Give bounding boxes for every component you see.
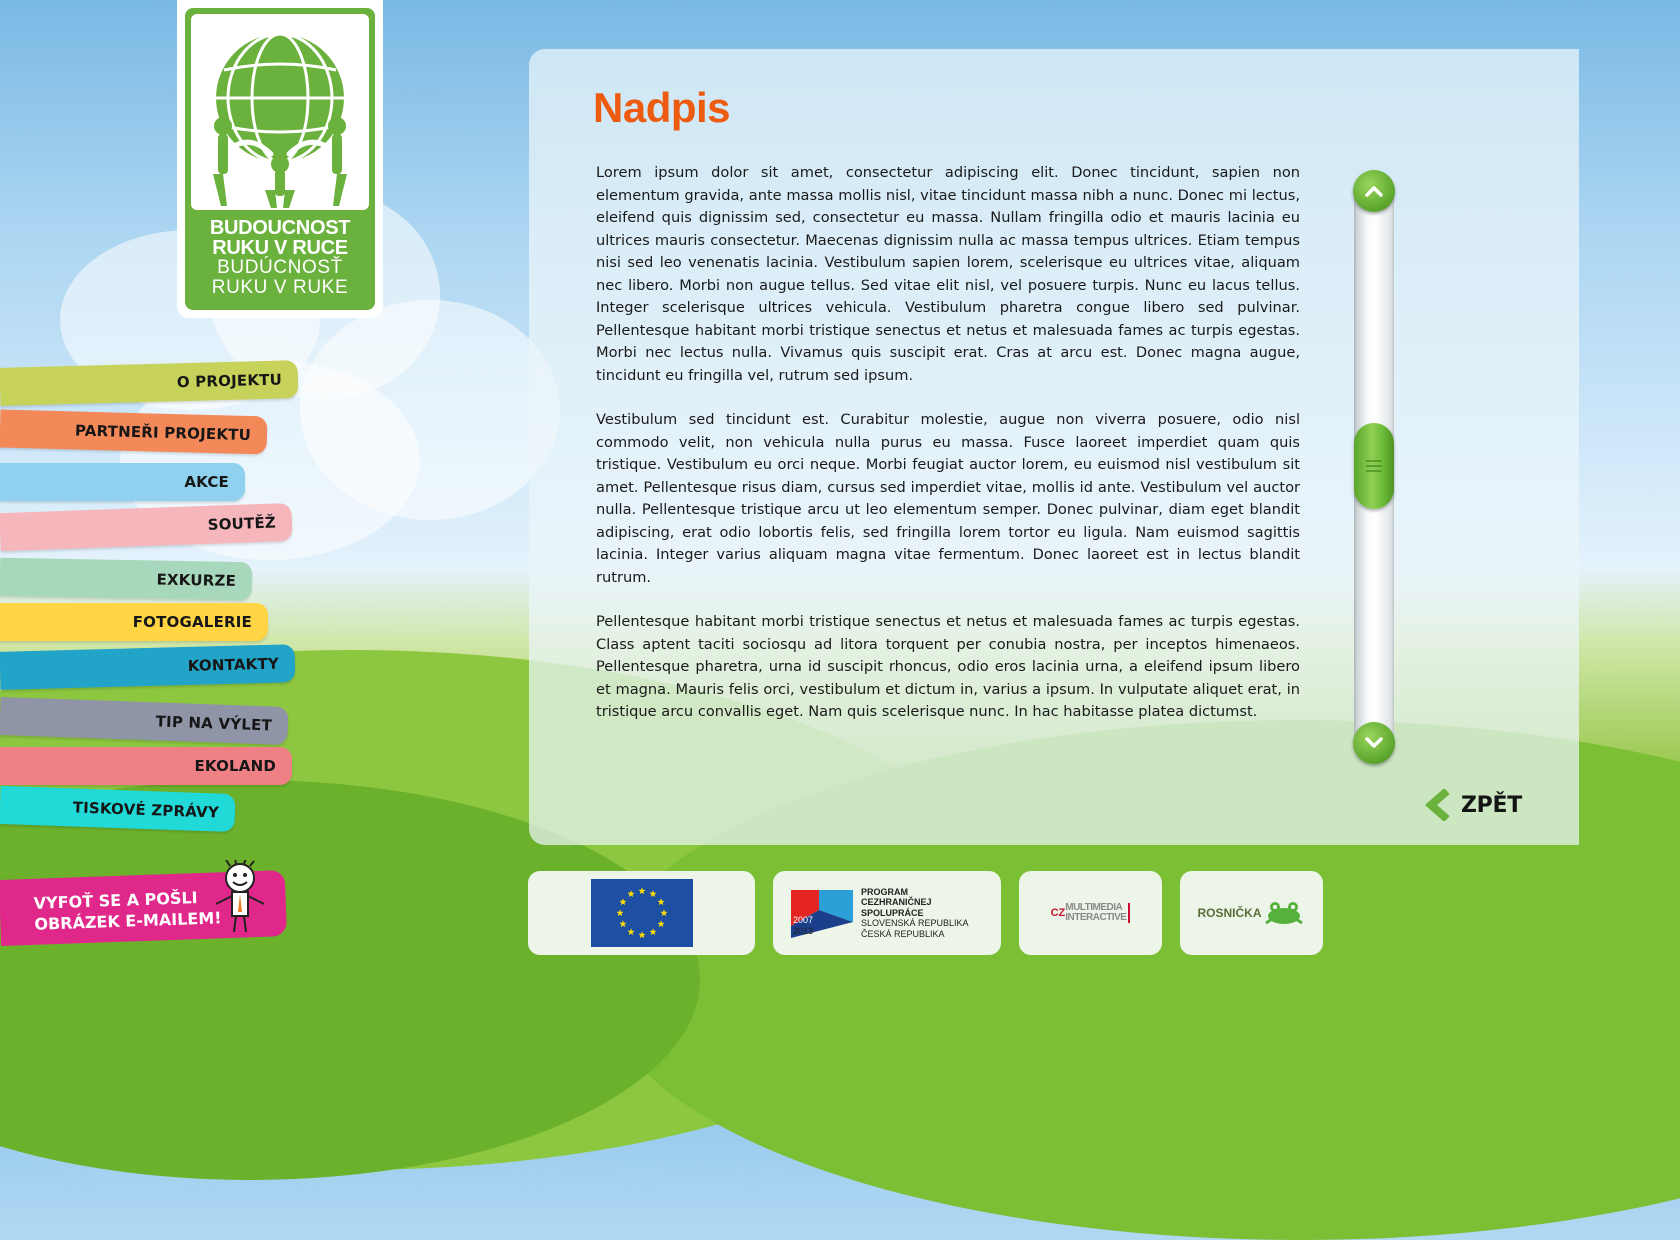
partner-program-cezhranicnej-spoluprace[interactable] [773,871,1001,955]
article-body [596,162,1300,746]
menu-item-label: O PROJEKTU [176,370,283,392]
menu-item-kontakty[interactable] [0,644,295,690]
menu-item-exkurze[interactable] [0,558,252,600]
rosnicka-name: ROSNIČKA [1197,906,1262,920]
menu-item-label: EKOLAND [194,757,276,775]
multimedia-line-2: INTERACTIVE [1065,912,1127,923]
logo-line-4: RUKU V RUKE [211,277,349,298]
grip-icon [1354,423,1394,509]
chevron-up-icon [1364,184,1384,198]
menu-item-ekoland[interactable] [0,747,292,785]
scrollbar-thumb[interactable] [1354,423,1394,509]
partner-rosnicka[interactable] [1180,871,1323,955]
partner-cz-multimedia-interactive[interactable] [1019,871,1162,955]
back-button[interactable] [1425,788,1522,822]
menu-item-o-projektu[interactable] [0,360,298,406]
program-line-4: SLOVENSKÁ REPUBLIKA [861,918,969,929]
logo-emblem [191,14,369,210]
cta-label: VYFOŤ SE A POŠLI OBRÁZEK E-MAILEM! [33,888,222,934]
globe-icon [191,14,369,210]
multimedia-cz: CZ [1050,907,1066,919]
article-paragraph: Pellentesque habitant morbi tristique senectus et netus et malesuada fames ac turpis egestas. Class aptent taciti sociosqu ad litora torquent per conubia nostra, per inceptos himenaeos. Pellentesque pharetra, urna id suscipit rhoncus, odio eros lacinia urna, a eleifend ipsum libero et magna. Mauris felis orci, vestibulum et dictum in, varius a ipsum. In vulputate aliquet erat, in tristique arcu convallis eget. Nam quis scelerisque nunc. In hac habitasse platea dictumst. [596,613,1300,720]
menu-item-partneri-projektu[interactable] [0,410,267,455]
menu-item-akce[interactable] [0,463,245,501]
logo-line-2: RUKU V RUCE [212,237,348,259]
menu-item-label: EXKURZE [156,570,237,590]
menu-item-label: KONTAKTY [187,654,280,675]
menu-item-fotogalerie[interactable] [0,603,268,641]
program-line-2: CEZHRANIČNEJ [861,897,932,908]
page-title: Nadpis [593,84,731,131]
site-logo[interactable] [177,0,383,318]
chevron-down-icon [1364,736,1384,750]
menu-item-label: AKCE [184,473,229,491]
menu-item-label: FOTOGALERIE [132,613,252,631]
program-line-5: ČESKÁ REPUBLIKA [861,928,945,939]
menu-item-label: TISKOVÉ ZPRÁVY [72,798,220,822]
logo-line-1: BUDOUCNOST [209,217,351,239]
program-years [793,915,813,936]
multimedia-logo [1051,903,1131,923]
program-year-start: 2007 [793,915,814,925]
back-label: ZPĚT [1461,792,1522,818]
mascot-illustration [212,860,268,936]
program-year-end: 2013 [793,925,814,936]
eu-flag-icon [591,879,693,947]
menu-item-tiskove-zpravy[interactable] [0,786,236,832]
partner-eu[interactable] [528,871,755,955]
multimedia-line-1: MULTIMEDIA [1065,902,1123,913]
logo-line-3: BUDÚCNOSŤ [217,257,343,278]
scroll-up-button[interactable] [1353,170,1395,212]
menu-item-label: PARTNEŘI PROJEKTU [74,421,252,445]
article-paragraph: Lorem ipsum dolor sit amet, consectetur adipiscing elit. Donec tincidunt, sapien non elementum gravida, ante massa mollis nisl, vitae tincidunt massa nibh a nunc. Donec mi lectus, eleifend quis dignissim sed, consectetur eu massa. Nullam fringilla odio et mauris lacinia eu ultrices mauris consectetur. Maecenas dignissim nulla ac massa tempus ultrices. Etiam tempus nisi sed leo venenatis lacinia. Vestibulum sapien lorem, scelerisque eu ultrices vitae, aliquam nec libero. Morbi non augue tellus. Sed vitae elit nisl, vel posuere turpis. Nunc eu lacus tellus. Integer scelerisque ultrices vehicula. Vestibulum pharetra congue libero sed pulvinar. Pellentesque habitant morbi tristique senectus et netus et malesuada fames ac turpis egestas. Morbi nec lectus nulla. Vivamus quis suscipit erat. Cras at arcu est. Donec magna augue, tincidunt eu fringilla vel, rutrum sed ipsum. [596,164,1300,384]
program-line-1: PROGRAM [861,886,908,897]
logo-text [185,218,375,298]
chevron-left-icon [1425,789,1453,821]
scroll-down-button[interactable] [1353,722,1395,764]
logo-badge [185,8,375,310]
program-text [861,887,969,940]
frog-icon [1262,899,1306,927]
menu-item-label: TIP NA VÝLET [155,712,273,735]
menu-item-label: SOUTĚŽ [207,513,277,534]
article-paragraph: Vestibulum sed tincidunt est. Curabitur molestie, augue non viverra posuere, odio nisl commodo velit, non vehicula nulla purus eu massa. Fusce laoreet imperdiet quam quis tristique. Vestibulum eu orci neque. Morbi feugiat auctor lorem, eu euismod nisl vestibulum sit amet. Pellentesque risus diam, cursus sed imperdiet vitae, mollis id ante. Vestibulum vel auctor nulla. Pellentesque tristique arcu ut leo elementum semper. Donec pulvinar, diam eget blandit adipiscing, erat odio lobortis felis, sed fringilla lorem tortor eu ligula. Nam euismod sagittis lacinia. Integer varius aliquam magna vitae fermentum. Donec laoreet est in lectus blandit rutrum. [596,411,1300,586]
program-line-3: SPOLUPRÁCE [861,907,924,918]
